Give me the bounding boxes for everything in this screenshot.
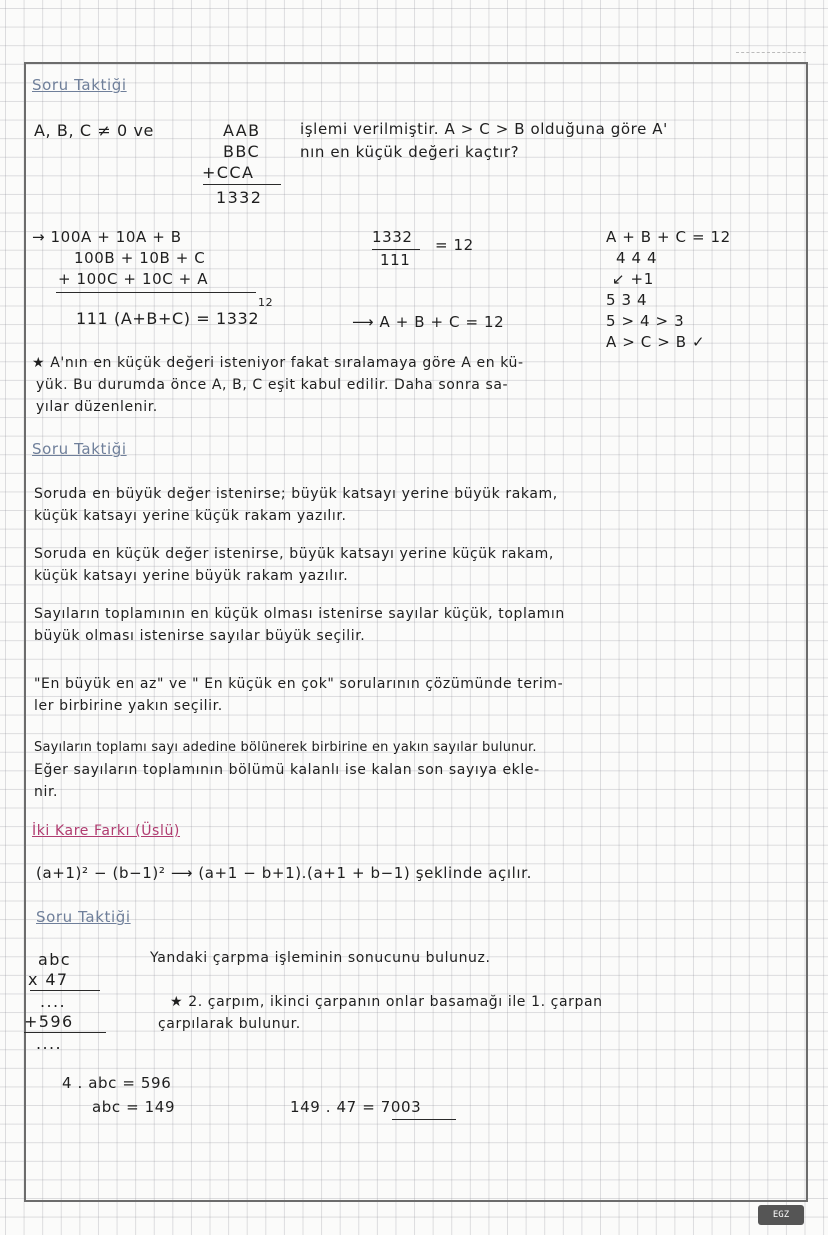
tip4-line-2: ler birbirine yakın seçilir.	[34, 698, 223, 714]
check-row-4: 5 3 4	[606, 291, 648, 309]
square-difference-formula: (a+1)² − (b−1)² ⟶ (a+1 − b+1).(a+1 + b−1) şeklinde açılır.	[36, 864, 532, 882]
note-line-2: yük. Bu durumda önce A, B, C eşit kabul edilir. Daha sonra sa-	[36, 377, 509, 393]
check-row-2: 4 4 4	[616, 249, 658, 267]
section2-title: Soru Taktiği	[32, 440, 127, 458]
solution-line	[56, 292, 256, 293]
tip4-line-1: "En büyük en az" ve " En küçük en çok" sorularının çözümünde terim-	[34, 676, 564, 692]
addition-row-3: +CCA	[202, 163, 255, 182]
given-condition: A, B, C ≠ 0 ve	[34, 121, 154, 140]
question-line-2: nın en küçük değeri kaçtır?	[300, 143, 520, 161]
multiply-row-3: ....	[40, 992, 66, 1011]
addition-row-2: BBC	[223, 142, 261, 161]
addition-result: 1332	[216, 188, 263, 207]
note-line-1: ★ A'nın en küçük değeri isteniyor fakat sıralamaya göre A en kü-	[32, 355, 524, 371]
final-result: 149 . 47 = 7003	[290, 1098, 422, 1116]
question-line-1: işlemi verilmiştir. A > C > B olduğuna göre A'	[300, 120, 668, 138]
note-line-3: yılar düzenlenir.	[36, 399, 158, 415]
tip1-line-2: küçük katsayı yerine küçük rakam yazılır.	[34, 508, 347, 524]
division-denominator: 111	[380, 251, 411, 269]
tip2-line-1: Soruda en küçük değer istenirse, büyük katsayı yerine küçük rakam,	[34, 546, 554, 562]
tip5-line-1: Sayıların toplamı sayı adedine bölünerek birbirine en yakın sayılar bulunur.	[34, 740, 537, 755]
check-row-1: A + B + C = 12	[606, 228, 731, 246]
margin-line-right	[806, 62, 808, 1202]
margin-line-left	[24, 62, 26, 1202]
check-row-5: 5 > 4 > 3	[606, 312, 685, 330]
multiply-tip-line-2: çarpılarak bulunur.	[158, 1016, 301, 1032]
check-row-6: A > C > B ✓	[606, 333, 706, 351]
tip1-line-1: Soruda en büyük değer istenirse; büyük katsayı yerine büyük rakam,	[34, 486, 558, 502]
section1-title: Soru Taktiği	[32, 76, 127, 94]
solution-row-3: + 100C + 10C + A	[58, 270, 209, 288]
margin-line-bottom	[24, 1200, 808, 1202]
multiply-row-1: abc	[38, 950, 71, 969]
division-numerator: 1332	[372, 228, 413, 246]
multiply-question: Yandaki çarpma işleminin sonucunu bulunuz.	[150, 950, 491, 966]
solution-result: 111 (A+B+C) = 1332	[76, 309, 260, 328]
tip2-line-2: küçük katsayı yerine büyük rakam yazılır.	[34, 568, 349, 584]
solution-row-2: 100B + 10B + C	[74, 249, 206, 267]
solution-row-1: → 100A + 10A + B	[32, 228, 182, 246]
tip3-line-1: Sayıların toplamının en küçük olması istenirse sayılar küçük, toplamın	[34, 606, 565, 622]
solution-small-12: 12	[258, 296, 274, 309]
section3-title: İki Kare Farkı (Üslü)	[32, 823, 180, 839]
check-row-3: ↙ +1	[612, 270, 654, 288]
page-corner-mark	[736, 52, 806, 54]
work-line-2: abc = 149	[92, 1098, 176, 1116]
division-equals: = 12	[435, 236, 474, 254]
result-underline	[392, 1119, 456, 1120]
section4-title: Soru Taktiği	[36, 908, 131, 926]
sum-result: ⟶ A + B + C = 12	[352, 313, 505, 331]
work-line-1: 4 . abc = 596	[62, 1074, 172, 1092]
publisher-logo: EGZ	[758, 1205, 804, 1225]
multiply-tip-line-1: ★ 2. çarpım, ikinci çarpanın onlar basamağı ile 1. çarpan	[170, 994, 603, 1010]
multiply-row-2: x 47	[28, 970, 69, 989]
addition-line	[203, 184, 281, 185]
multiply-row-4: +596	[24, 1012, 74, 1031]
margin-line-top	[24, 62, 808, 64]
addition-row-1: AAB	[223, 121, 261, 140]
multiply-row-5: ....	[36, 1034, 62, 1053]
tip5-line-3: nir.	[34, 784, 59, 800]
tip5-line-2: Eğer sayıların toplamının bölümü kalanlı ise kalan son sayıya ekle-	[34, 762, 540, 778]
tip3-line-2: büyük olması istenirse sayılar büyük seçilir.	[34, 628, 366, 644]
